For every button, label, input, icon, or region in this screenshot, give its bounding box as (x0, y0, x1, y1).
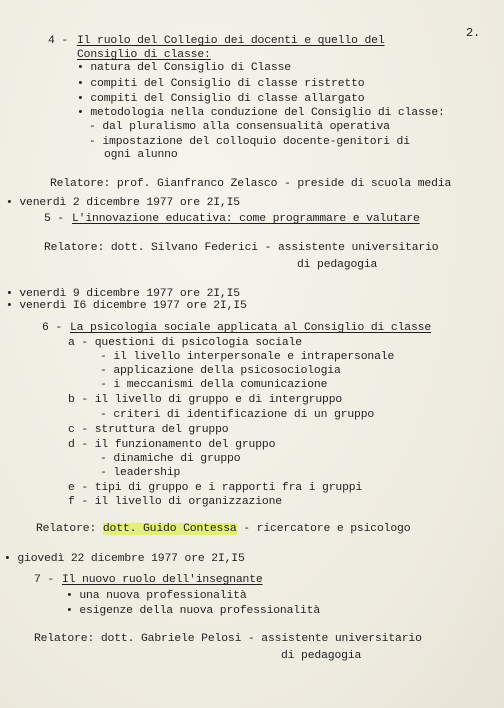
section-6-subitem: - dinamiche di gruppo (100, 453, 241, 465)
section-7-item: • una nuova professionalità (66, 590, 247, 602)
section-6-subitem: - applicazione della psicosociologia (100, 365, 341, 377)
section-4-relatore: Relatore: prof. Gianfranco Zelasco - preside di scuola media (50, 178, 452, 190)
date-entry: • venerdì 2 dicembre 1977 ore 2I,I5 (6, 197, 240, 209)
section-6-number: 6 - (42, 322, 63, 334)
section-7-number: 7 - (34, 574, 55, 586)
section-6-item: d - il funzionamento del gruppo (68, 439, 276, 451)
section-5-number: 5 - (44, 213, 65, 225)
date-entry: • venerdì 9 dicembre 1977 ore 2I,I5 (6, 288, 240, 300)
section-5-relatore-cont: di pedagogia (297, 259, 378, 271)
section-5-relatore: Relatore: dott. Silvano Federici - assistente universitario (44, 242, 439, 254)
section-6-subitem: - il livello interpersonale e intrapersonale (100, 351, 395, 363)
section-6-subitem: - criteri di identificazione di un gruppo (100, 409, 375, 421)
section-6-subitem: - leadership (100, 467, 181, 479)
section-6-item: e - tipi di gruppo e i rapporti fra i gruppi (68, 482, 363, 494)
section-7-item: • esigenze della nuova professionalità (66, 605, 321, 617)
section-7-relatore-cont: di pedagogia (281, 650, 362, 662)
section-4-subitem: - dal pluralismo alla consensualità operativa (89, 121, 390, 133)
section-4-item: • compiti del Consiglio di classe ristretto (77, 78, 365, 90)
section-7-relatore: Relatore: dott. Gabriele Pelosi - assistente universitario (34, 633, 422, 645)
section-4-subitem: - impostazione del colloquio docente-genitori di (89, 136, 410, 148)
section-6-item: f - il livello di organizzazione (68, 496, 282, 508)
section-6-item: b - il livello di gruppo e di intergruppo (68, 394, 343, 406)
section-6-item: c - struttura del gruppo (68, 424, 229, 436)
section-4-item: • compiti del Consiglio di classe allargato (77, 93, 365, 105)
date-entry: • giovedì 22 dicembre 1977 ore 2I,I5 (4, 553, 245, 565)
section-4-title-line2: Consiglio di classe: (77, 49, 211, 61)
page-number: 2. (466, 26, 481, 40)
section-4-item: • natura del Consiglio di Classe (77, 62, 291, 74)
section-4-item: • metodologia nella conduzione del Consiglio di classe: (77, 107, 445, 119)
section-7-title: Il nuovo ruolo dell'insegnante (62, 574, 263, 586)
section-4-subitem-cont: ogni alunno (104, 149, 178, 161)
relatore-label: Relatore: (36, 523, 97, 535)
section-4-number: 4 - (48, 35, 69, 47)
section-6-title: La psicologia sociale applicata al Consiglio di classe (70, 322, 432, 334)
date-entry: • venerdì I6 dicembre 1977 ore 2I,I5 (6, 300, 247, 312)
section-6-subitem: - i meccanismi della comunicazione (100, 379, 328, 391)
relatore-role: - ricercatore e psicologo (243, 523, 411, 535)
highlighted-relatore-name: dott. Guido Contessa (102, 523, 237, 535)
section-6-relatore (36, 523, 410, 536)
section-6-item: a - questioni di psicologia sociale (68, 337, 302, 349)
section-4-title-line1: Il ruolo del Collegio dei docenti e quello del (77, 35, 385, 47)
section-5-title: L'innovazione educativa: come programmare e valutare (72, 213, 420, 225)
